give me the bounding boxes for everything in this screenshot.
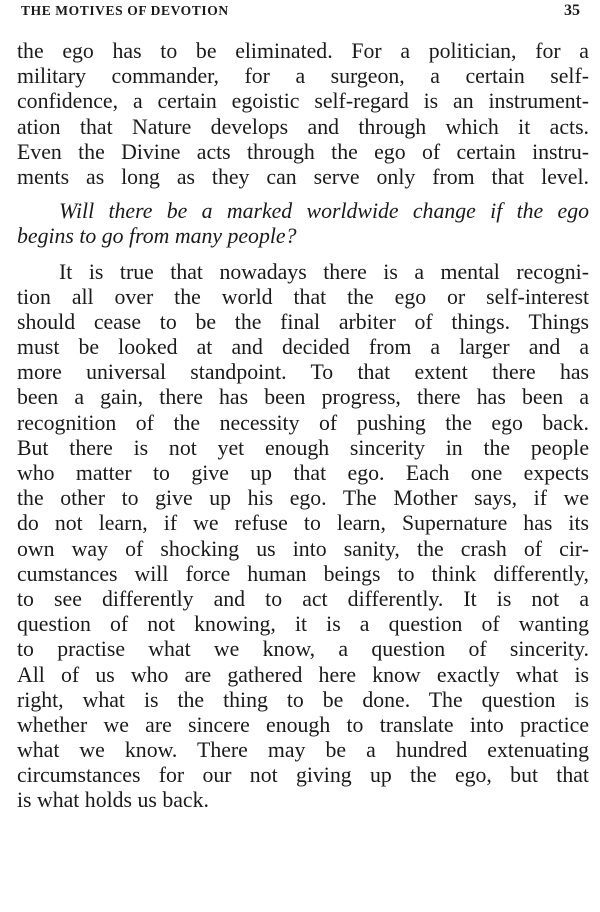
text-line: to see differently and to act differently. It is not a: [17, 586, 589, 611]
text-line: ation that Nature develops and through which it acts.: [17, 114, 589, 139]
answer-paragraph: [17, 260, 589, 814]
text-line: what we know. There may be a hundred extenuating: [17, 738, 589, 763]
text-line: military commander, for a surgeon, a certain self-: [17, 64, 589, 89]
text-line: should cease to be the final arbiter of things. Things: [17, 309, 589, 334]
text-line: the other to give up his ego. The Mother says, if we: [17, 486, 589, 511]
text-line: to practise what we know, a question of sincerity.: [17, 637, 589, 662]
text-line: who matter to give up that ego. Each one expects: [17, 461, 589, 485]
text-line: question of not knowing, it is a question of wanting: [17, 612, 589, 637]
text-line: right, what is the thing to be done. The question is: [17, 687, 589, 712]
text-line: But there is not yet enough sincerity in the people: [17, 435, 589, 460]
text-line: All of us who are gathered here know exactly what is: [17, 662, 589, 687]
text-line: do not learn, if we refuse to learn, Supernature has its: [17, 511, 589, 536]
text-line: own way of shocking us into sanity, the crash of cir-: [17, 536, 589, 561]
running-title: THE MOTIVES OF DEVOTION: [21, 3, 229, 18]
text-line: circumstances for our not giving up the ego, but that: [17, 763, 589, 788]
question-line: Will there be a marked worldwide change if the ego: [59, 199, 589, 224]
text-line: must be looked at and decided from a larger and a: [17, 335, 589, 360]
text-line: recognition of the necessity of pushing the ego back.: [17, 410, 589, 435]
text-line: confidence, a certain egoistic self-regard is an instrument-: [17, 89, 589, 114]
text-line: tion all over the world that the ego or self-interest: [17, 284, 589, 309]
paragraph-continued: [17, 39, 589, 190]
page-number: 35: [564, 2, 580, 19]
text-line: been a gain, there has been progress, there has been a: [17, 385, 589, 410]
text-line: the ego has to be eliminated. For a politician, for a: [17, 39, 589, 63]
text-line: more universal standpoint. To that extent there has: [17, 360, 589, 385]
text-line: whether we are sincere enough to translate into practice: [17, 712, 589, 737]
running-head: [17, 0, 589, 22]
text-line: Even the Divine acts through the ego of certain instru-: [17, 139, 589, 164]
text-line: It is true that nowadays there is a mental recogni-: [59, 259, 589, 284]
question-paragraph: [17, 199, 589, 249]
question-line: begins to go from many people?: [17, 224, 297, 249]
text-line: cumstances will force human beings to think differently,: [17, 561, 589, 586]
text-line: ments as long as they can serve only from that level.: [17, 164, 589, 189]
text-line: is what holds us back.: [17, 788, 209, 813]
